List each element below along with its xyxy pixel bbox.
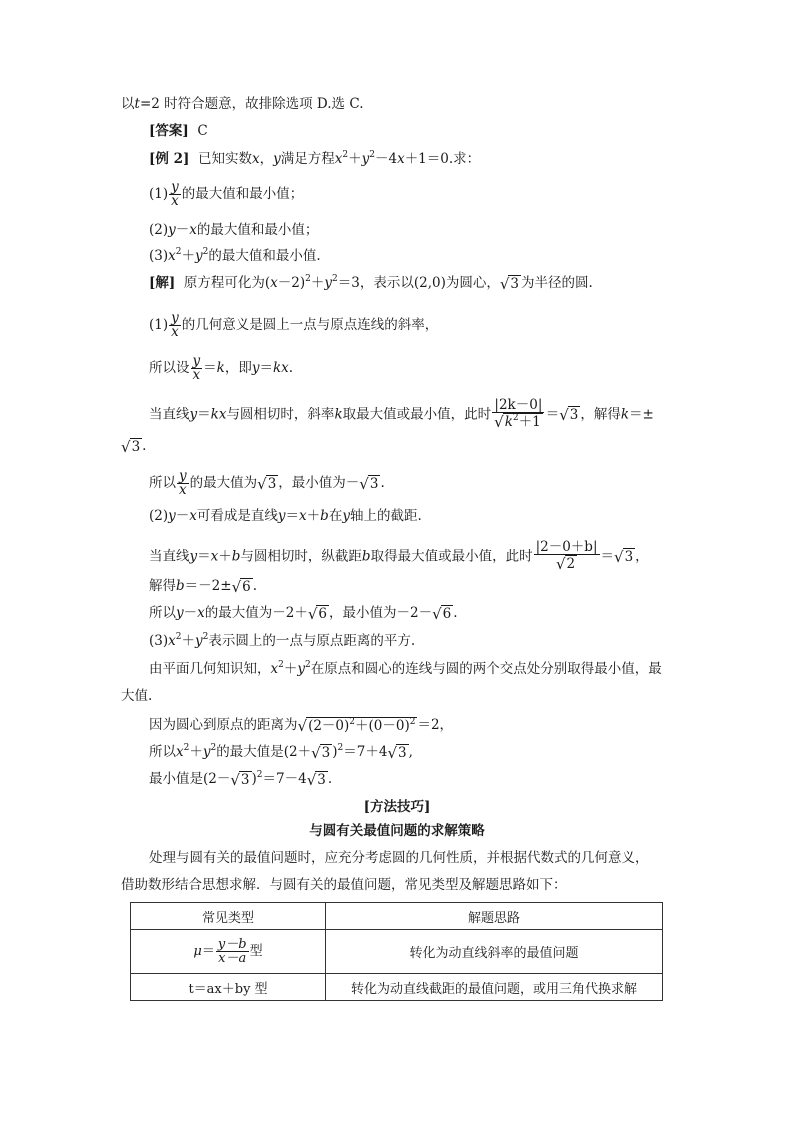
method-paragraph: 借助数形结合思想求解．与圆有关的最值问题，常见类型及解题思路如下： xyxy=(121,877,567,893)
solution-line: √ 3 . xyxy=(121,437,147,456)
solution-line: 当直线y＝kx与圆相切时，斜率k取最大值或最小值，此时 |2k－0| √ $k^2+1$ ＝ √ 3 ，解得k＝± xyxy=(149,397,654,431)
solution-line: 所以 $\frac{y}{x}$ 的最大值为 √ 3 ，最小值为－ √ 3 . xyxy=(149,468,385,498)
solution-line: 最小值是(2－ √ 3 )$^2$＝7－4 √ 3 . xyxy=(149,770,333,789)
table-cell: t＝ax＋by 型 xyxy=(131,974,326,1001)
method-paragraph: 处理与圆有关的最值问题时，应充分考虑圆的几何性质，并根据代数式的几何意义， xyxy=(149,850,649,866)
solution-line: (1) $\frac{y}{x}$ 的几何意义是圆上一点与原点连线的斜率， xyxy=(149,310,439,340)
table-row xyxy=(131,974,663,1001)
method-title: 与圆有关最值问题的求解策略 xyxy=(309,823,485,839)
table-cell: 转化为动直线斜率的最值问题 xyxy=(326,930,663,974)
table-row xyxy=(131,930,663,974)
solution-line: 当直线y＝x＋b与圆相切时，纵截距b取得最大值或最小值，此时 |2－0＋b| √ 2 ＝ √ 3 ， xyxy=(149,539,649,573)
solution-line: 解得b＝－2± √ 6 . xyxy=(149,577,258,596)
table-header: 常见类型 xyxy=(131,903,326,930)
text-line: 以t=2 时符合题意，故排除选项 D.选 C. xyxy=(121,96,364,112)
table-cell: 转化为动直线截距的最值问题，或用三角代换求解 xyxy=(326,974,663,1001)
question-2: (2)y－x的最大值和最小值； xyxy=(149,222,319,238)
example-title: [例 2] 已知实数x，y满足方程$x^2+y^2-4x+1=0$.求： xyxy=(149,150,481,167)
method-tag: [方法技巧] xyxy=(363,799,431,815)
solution-line: $(3)x^2+y^2$表示圆上的一点与原点距离的平方. xyxy=(149,632,416,649)
solution-line: 所以$x^2+y^2$的最大值是(2＋ √ 3 )$^2$＝7＋4 √ 3 , xyxy=(149,743,413,762)
solution-line: 所以y－x的最大值为－2＋ √ 6 ，最小值为－2－ √ 6 . xyxy=(149,604,458,623)
solution-intro: [解] 原方程可化为$(x-2)^2+y^2=3$，表示以(2,0)为圆心， √ 3 为半径的圆. xyxy=(149,274,593,293)
table-cell: μ＝ $\frac{y-b}{x-a}$ 型 xyxy=(131,930,326,974)
solution-line: (2)y－x可看成是直线y＝x＋b在y轴上的截距. xyxy=(149,508,422,524)
table-header-row xyxy=(131,903,663,930)
question-1: (1) $\frac{y}{x}$ 的最大值和最小值； xyxy=(149,179,304,209)
solution-line: 所以设 $\frac{y}{x}$ ＝k，即y＝kx. xyxy=(149,353,294,383)
strategy-table xyxy=(130,902,663,1001)
solution-line: 因为圆心到原点的距离为 √ $(2-0)^2+(0-0)^2$ ＝2， xyxy=(149,716,454,735)
solution-line: 大值. xyxy=(121,688,153,704)
answer-line: [答案] C xyxy=(149,123,208,139)
question-3: $(3)x^2+y^2$的最大值和最小值. xyxy=(149,247,321,264)
solution-line: 由平面几何知识知，$x^2+y^2$在原点和圆心的连线与圆的两个交点处分别取得最小值，最 xyxy=(149,660,662,677)
table-header: 解题思路 xyxy=(326,903,663,930)
